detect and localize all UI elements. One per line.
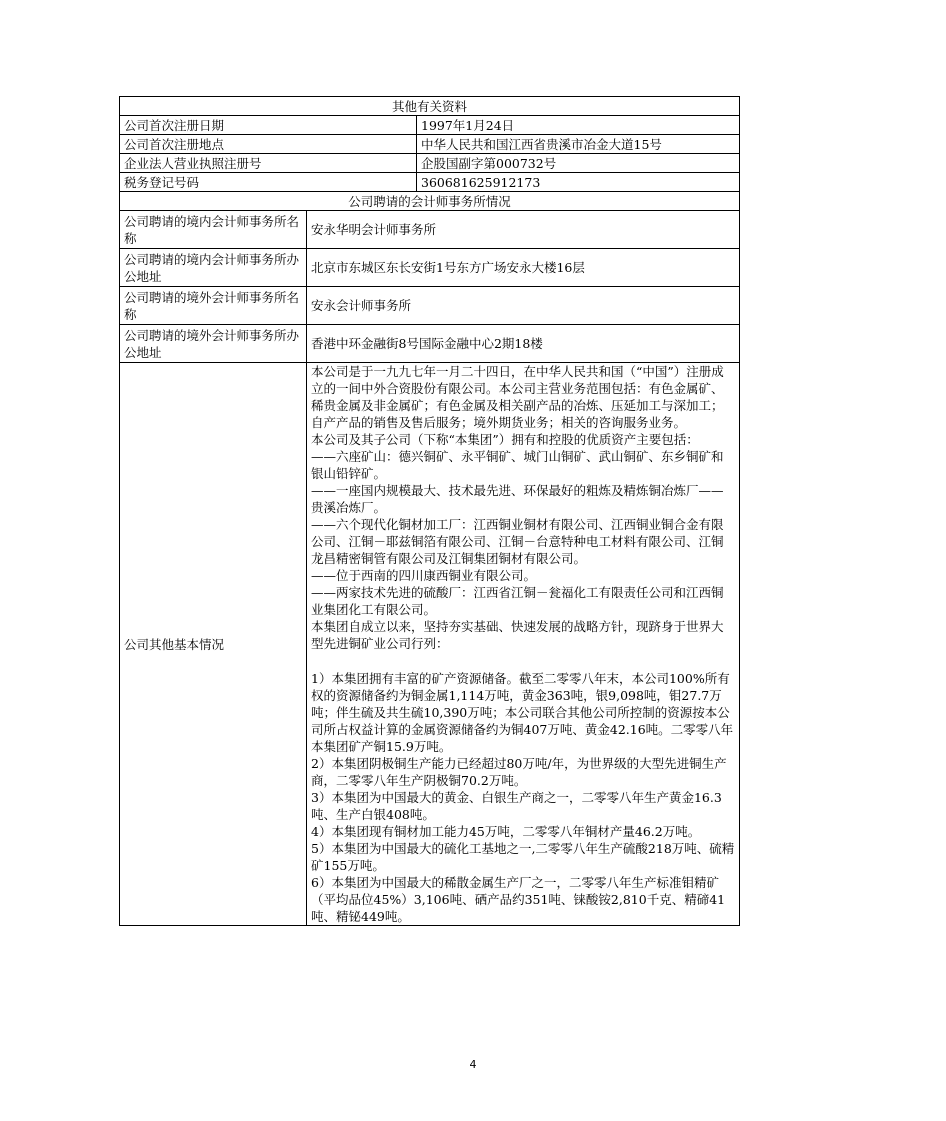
auditor-row-overseas-name <box>120 287 740 325</box>
auditor-value: 香港中环金融街8号国际金融中心2期18楼 <box>307 325 740 363</box>
paragraph-acid-plants: ——两家技术先进的硫酸厂：江西省江铜－瓮福化工有限责任公司和江西铜业集团化工有限公司。 <box>311 585 724 617</box>
section-title-other-info: 其他有关资料 <box>120 97 740 116</box>
other-info-body <box>307 363 740 926</box>
info-label: 公司首次注册日期 <box>120 116 417 135</box>
paragraph-kangxi: ——位于西南的四川康西铜业有限公司。 <box>311 568 537 583</box>
other-info-row <box>120 363 740 926</box>
paragraph-point-1: 1）本集团拥有丰富的矿产资源储备。截至二零零八年末，本公司100%所有权的资源储备约为铜金属1,114万吨，黄金363吨，银9,098吨，钼27.7万吨；伴生硫及共生硫10,390万吨；本公司联合其他公司所控制的资源按本公司所占权益计算的金属资源储备约为铜407万吨、黄金42.16吨。二零零八年本集团矿产铜15.9万吨。 <box>311 671 734 755</box>
auditor-row-domestic-address <box>120 249 740 287</box>
auditor-row-domestic-name <box>120 211 740 249</box>
paragraph-strategy: 本集团自成立以来，坚持夯实基础、快速发展的战略方针，现跻身于世界大型先进铜矿业公司行列： <box>311 619 724 651</box>
info-row-license-number <box>120 154 740 173</box>
auditor-value: 北京市东城区东长安街1号东方广场安永大楼16层 <box>307 249 740 287</box>
info-row-tax-number <box>120 173 740 192</box>
auditor-label: 公司聘请的境外会计师事务所名称 <box>120 287 307 325</box>
paragraph-point-6: 6）本集团为中国最大的稀散金属生产厂之一，二零零八年生产标准钼精矿（平均品位45%）3,106吨、硒产品约351吨、铼酸铵2,810千克、精碲41吨、精铋449吨。 <box>311 875 726 925</box>
page-number: 4 <box>469 1058 477 1071</box>
auditor-row-overseas-address <box>120 325 740 363</box>
paragraph-assets-intro: 本公司及其子公司（下称“本集团”）拥有和控股的优质资产主要包括： <box>311 432 699 447</box>
paragraph-copper-plants: ——六个现代化铜材加工厂：江西铜业铜材有限公司、江西铜业铜合金有限公司、江铜－耶兹铜箔有限公司、江铜－台意特种电工材料有限公司、江铜龙昌精密铜管有限公司及江铜集团铜材有限公司。 <box>311 517 724 566</box>
other-info-label: 公司其他基本情况 <box>120 363 307 926</box>
auditor-label: 公司聘请的境内会计师事务所名称 <box>120 211 307 249</box>
paragraph-point-3: 3）本集团为中国最大的黄金、白银生产商之一，二零零八年生产黄金16.3吨、生产白银408吨。 <box>311 790 722 823</box>
auditor-label: 公司聘请的境外会计师事务所办公地址 <box>120 325 307 363</box>
paragraph-intro: 本公司是于一九九七年一月二十四日，在中华人民共和国（“中国”）注册成立的一间中外合资股份有限公司。本公司主营业务范围包括：有色金属矿、稀贵金属及非金属矿；有色金属及相关副产品的冶炼、压延加工与深加工；自产产品的销售及售后服务；境外期货业务；相关的咨询服务业务。 <box>311 364 724 430</box>
paragraph-point-2: 2）本集团阴极铜生产能力已经超过80万吨/年，为世界级的大型先进铜生产商，二零零八年生产阴极铜70.2万吨。 <box>311 756 727 789</box>
info-label: 税务登记号码 <box>120 173 417 192</box>
company-info-table <box>119 96 740 926</box>
auditor-value: 安永华明会计师事务所 <box>307 211 740 249</box>
info-row-register-date <box>120 116 740 135</box>
blank-line <box>311 652 735 670</box>
section-title-auditors: 公司聘请的会计师事务所情况 <box>120 192 740 211</box>
paragraph-smelter: ——一座国内规模最大、技术最先进、环保最好的粗炼及精炼铜冶炼厂——贵溪冶炼厂。 <box>311 483 724 515</box>
info-label: 企业法人营业执照注册号 <box>120 154 417 173</box>
info-value: 1997年1月24日 <box>417 116 740 135</box>
paragraph-point-5: 5）本集团为中国最大的硫化工基地之一,二零零八年生产硫酸218万吨、硫精矿155万吨。 <box>311 841 735 874</box>
info-value: 360681625912173 <box>417 173 740 192</box>
auditor-label: 公司聘请的境内会计师事务所办公地址 <box>120 249 307 287</box>
info-value: 企股国副字第000732号 <box>417 154 740 173</box>
info-label: 公司首次注册地点 <box>120 135 417 154</box>
auditor-value: 安永会计师事务所 <box>307 287 740 325</box>
info-row-register-place <box>120 135 740 154</box>
info-value: 中华人民共和国江西省贵溪市冶金大道15号 <box>417 135 740 154</box>
paragraph-mines: ——六座矿山：德兴铜矿、永平铜矿、城门山铜矿、武山铜矿、东乡铜矿和银山铅锌矿。 <box>311 449 724 481</box>
paragraph-point-4: 4）本集团现有铜材加工能力45万吨，二零零八年铜材产量46.2万吨。 <box>311 824 701 840</box>
